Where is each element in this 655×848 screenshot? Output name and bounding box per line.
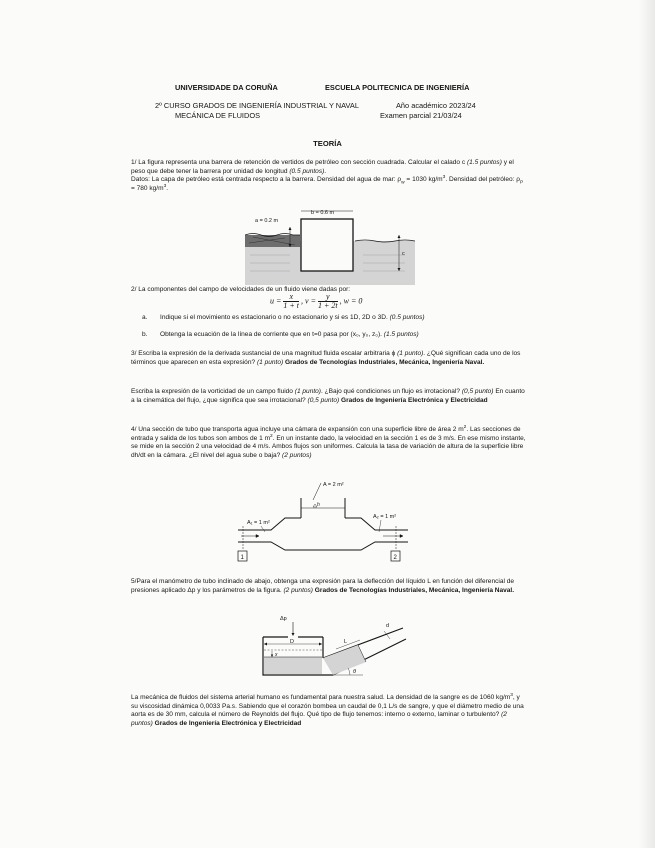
label-x: x bbox=[275, 652, 278, 658]
question-2: 2/ La componentes del campo de velocidades de un fluido viene dadas por: bbox=[131, 286, 351, 293]
label-L: L bbox=[344, 639, 348, 645]
section-title: TEORÍA bbox=[313, 139, 342, 148]
expansion-chamber-figure bbox=[233, 478, 413, 570]
manometer-liquid bbox=[264, 657, 322, 674]
question-reynolds: La mecánica de fluidos del sistema arterial humano es fundamental para nuestra salud. La densidad de la sangre es de 1060 $kg/m^3$, y su viscosidad dinámica 0,0033 Pa.s. Sabiendo que el corazón bombea un caudal de 0,1 L/s de sangre, y que el diámetro medio de una aorta es de 30 mm, calcula el número de Reynolds del flujo. Qué tipo de flujo tenemos: interno o externo, laminar o turbulento? (2 puntos) Grados de Ingeniería Electrónica y Electricidad bbox=[131, 692, 524, 727]
label-b: b = 0.6 m bbox=[311, 210, 335, 216]
question-4: 4/ Una sección de tubo que transporta agua incluye una cámara de expansión con una superficie libre de área 2 $m^2$. Las secciones de entrada y salida de los tubos son ambos de 1 $m^2$. En un instante dado, la velocidad en la sección 1 es de 3 m/s. En ese mismo instante, se mide en la sección 2 una velocidad de 4 m/s. Ambos flujos son uniformes. Calcula la tasa de variación de altura de la superficie libre dh/dt en la cámara. ¿El nivel del agua sube o baja? (2 puntos) bbox=[131, 424, 526, 459]
label-c: c bbox=[402, 251, 405, 257]
section-2-label: 2 bbox=[393, 555, 397, 561]
label-area-free-surface: A = 2 m² bbox=[323, 482, 344, 488]
exam-date: Examen parcial 21/03/24 bbox=[380, 111, 462, 120]
university-name: UNIVERSIDADE DA CORUÑA bbox=[175, 83, 278, 92]
question-1: 1/ La figura representa una barrera de retención de vertidos de petróleo con sección cuadrada. Calcular el calado c (1.5 puntos) y el peso que debe tener la barrera por unidad de longitud (0.5 puntos). Datos: La capa de petróleo está centrada respecto a la barrera. Densidad del agua de mar: $\rho_w = 1030$ $kg/m^3$. Densidad del petróleo: $\rho_P = 780$ $kg/m^3$. bbox=[131, 159, 524, 192]
section-1-label: 1 bbox=[240, 555, 244, 561]
pipe-lower-wall bbox=[238, 542, 408, 550]
oil-barrier-figure bbox=[245, 205, 415, 285]
label-h: h bbox=[317, 502, 320, 508]
question-2b: b. Obtenga la ecuación de la línea de corriente que en t=0 pasa por (x₀, y₀, z₀). (1.5 puntos) bbox=[142, 331, 419, 338]
label-a: a = 0.2 m bbox=[255, 218, 279, 224]
scan-edge bbox=[639, 0, 655, 848]
barrier-block bbox=[301, 219, 353, 271]
question-2a: a. Indique si el movimiento es estacionario o no estacionario y si es 1D, 2D o 3D. (0.5 puntos) bbox=[142, 314, 425, 321]
question-3: 3/ Escriba la expresión de la derivada sustancial de una magnitud fluida escalar arbitraria ϕ (1 punto). ¿Qué significan cada uno de los términos que aparecen en esta expresión? (1 punto) Grados de Tecnologías Industriales, Mecánica, Ingeniería Naval. bbox=[131, 350, 521, 366]
school-name: ESCUELA POLITECNICA DE INGENIERÍA bbox=[325, 83, 470, 92]
velocity-field-equation: u = $\frac{x}{1 + t}$ , v = $\frac{y}{1 + 2t}$ , w = 0 bbox=[270, 292, 363, 310]
academic-year: Año académico 2023/24 bbox=[396, 101, 476, 110]
subject-name: MECÁNICA DE FLUIDOS bbox=[175, 111, 261, 120]
oil-layer bbox=[245, 235, 300, 247]
question-5: 5/Para el manómetro de tubo inclinado de abajo, obtenga una expresión para la deflección del líquido L en función del diferencial de presiones aplicado Δp y los parámetros de la figura. (2 puntos) Grados de Tecnologías Industriales, Mecánica, Ingeniería Naval. bbox=[131, 578, 515, 594]
course-line: 2º CURSO GRADOS DE INGENIERÍA INDUSTRIAL Y NAVAL bbox=[155, 101, 359, 110]
label-d: d bbox=[386, 623, 390, 629]
label-a1: A₁ = 1 m² bbox=[247, 520, 270, 526]
inclined-manometer-figure bbox=[258, 613, 408, 691]
label-theta: θ bbox=[353, 669, 356, 675]
label-delta-p: Δp bbox=[280, 616, 287, 622]
flow-arrows bbox=[241, 535, 403, 538]
label-D: D bbox=[290, 639, 294, 645]
label-a2: A₂ = 1 m² bbox=[373, 514, 397, 520]
question-3-vorticity: Escriba la expresión de la vorticidad de un campo fluido (1 punto). ¿Bajo qué condiciones un flujo es irrotacional? (0,5 punto) En cuanto a la cinemática del flujo, ¿que significa que sea irrotacional? (0,5 punto) Grados de Ingeniería Electrónica y Electricidad bbox=[131, 388, 525, 404]
